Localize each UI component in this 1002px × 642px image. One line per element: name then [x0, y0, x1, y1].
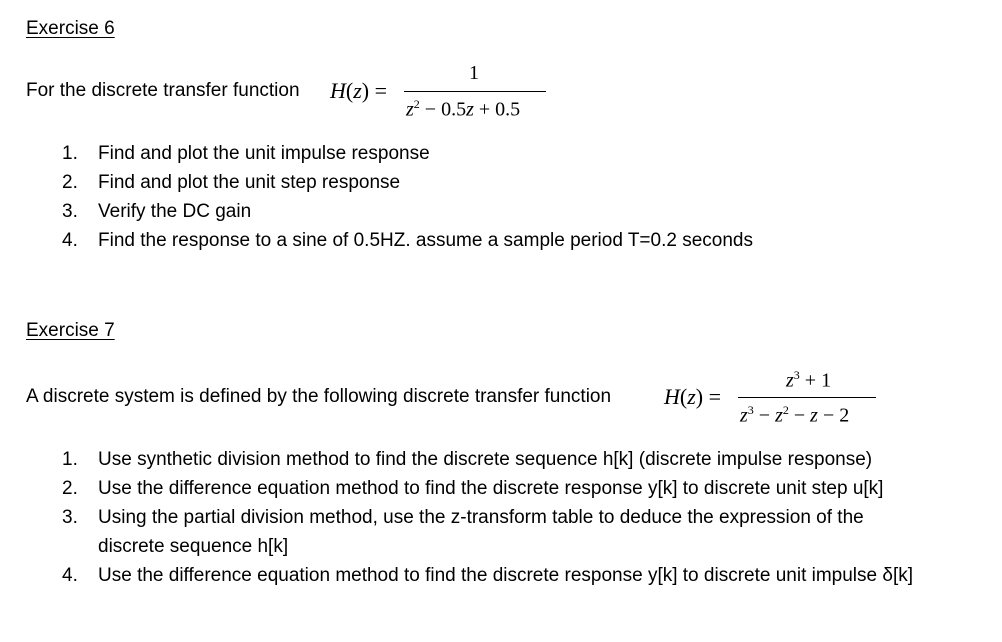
list-item: Use the difference equation method to find the discrete response y[k] to discrete unit step u[k]: [98, 478, 884, 499]
list-item-number: 4.: [62, 565, 78, 586]
exercise-6-heading: Exercise 6: [26, 18, 115, 39]
list-item-number: 3.: [62, 201, 78, 222]
exercise-6-tf-denominator: $z^2 - 0.5z + 0.5$: [406, 97, 521, 121]
list-item-number: 1.: [62, 143, 78, 164]
exercise-6-tf-lhs: H(z) =: [330, 78, 388, 103]
list-item-number: 3.: [62, 507, 78, 528]
tf-function-symbol: H: [664, 384, 680, 409]
exercise-6-fraction-bar: [404, 91, 546, 92]
exercise-7-tf-numerator: $z^3 + 1$: [786, 368, 832, 392]
list-item-number: 1.: [62, 449, 78, 470]
tf-function-symbol: H: [330, 78, 346, 103]
exercise-7-intro: A discrete system is defined by the following discrete transfer function: [26, 386, 612, 407]
exercise-6-tf-numerator: 1: [469, 62, 479, 84]
list-item-number: 2.: [62, 172, 78, 193]
list-item: Find the response to a sine of 0.5HZ. assume a sample period T=0.2 seconds: [98, 230, 753, 251]
list-item-number: 4.: [62, 230, 78, 251]
tf-variable: z: [353, 78, 362, 103]
exercise-6-intro: For the discrete transfer function: [26, 80, 300, 101]
list-item: Use the difference equation method to find the discrete response y[k] to discrete unit impulse δ[k]: [98, 565, 914, 586]
tf-variable: z: [687, 384, 696, 409]
exercise-7-fraction-bar: [738, 397, 876, 398]
exercise-7-heading: Exercise 7: [26, 320, 115, 341]
list-item-number: 2.: [62, 478, 78, 499]
list-item: Find and plot the unit step response: [98, 172, 401, 193]
exercise-7-tf-denominator: $z^3 - z^2 - z - 2$: [740, 403, 850, 427]
list-item-continuation: discrete sequence h[k]: [98, 536, 289, 557]
list-item: Verify the DC gain: [98, 201, 252, 222]
list-item: Use synthetic division method to find the discrete sequence h[k] (discrete impulse response): [98, 449, 873, 470]
list-item: Find and plot the unit impulse response: [98, 143, 430, 164]
list-item: Using the partial division method, use the z-transform table to deduce the expression of the: [98, 507, 864, 528]
exercise-7-tf-lhs: H(z) =: [664, 384, 722, 409]
